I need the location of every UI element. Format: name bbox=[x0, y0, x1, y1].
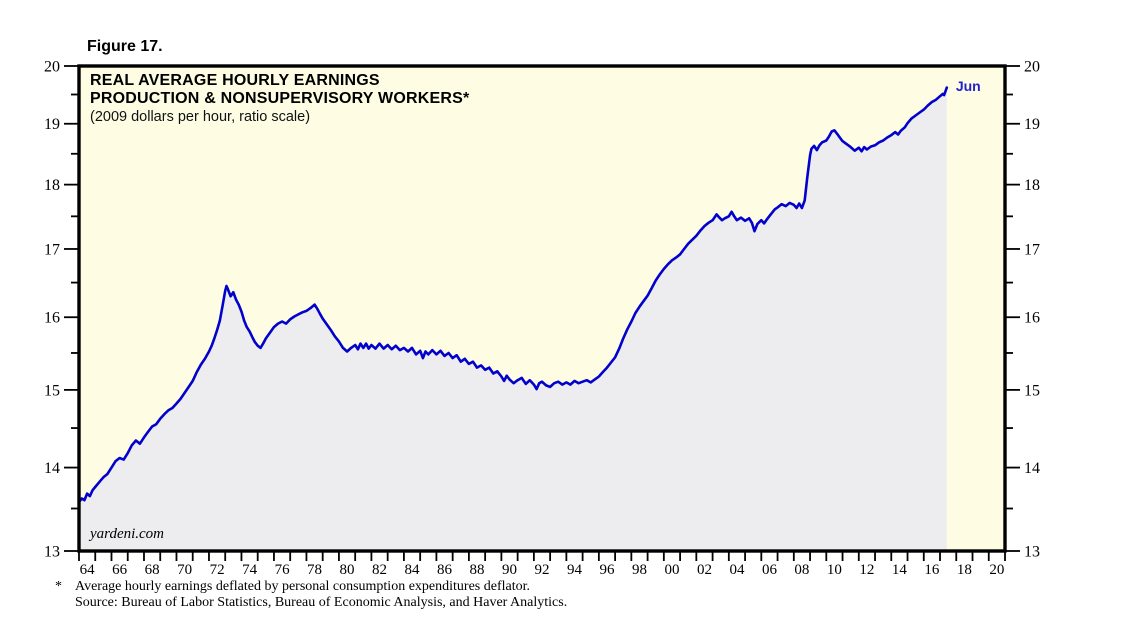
x-axis-label: 94 bbox=[566, 562, 582, 578]
chart-title-block bbox=[90, 72, 469, 126]
y-axis-label-right: 17 bbox=[1024, 241, 1040, 259]
y-axis-label-left: 16 bbox=[44, 309, 60, 327]
footnote-line-2: Source: Bureau of Labor Statistics, Bureau of Economic Analysis, and Haver Analytics. bbox=[75, 595, 568, 610]
x-axis-label: 92 bbox=[534, 562, 550, 578]
x-axis-label: 70 bbox=[177, 562, 193, 578]
x-axis-label: 64 bbox=[79, 562, 95, 578]
footnote bbox=[55, 579, 567, 611]
footnote-line-1: Average hourly earnings deflated by personal consumption expenditures deflator. bbox=[75, 579, 530, 594]
chart-title-line-2: PRODUCTION & NONSUPERVISORY WORKERS* bbox=[90, 90, 470, 107]
x-axis-label: 76 bbox=[274, 562, 290, 578]
x-axis-label: 16 bbox=[924, 562, 940, 578]
y-axis-label-left: 13 bbox=[44, 543, 60, 561]
x-axis-label: 84 bbox=[404, 562, 420, 578]
chart-title-line-1: REAL AVERAGE HOURLY EARNINGS bbox=[90, 72, 380, 89]
y-axis-label-right: 20 bbox=[1024, 58, 1040, 76]
y-axis-label-left: 19 bbox=[44, 116, 60, 134]
x-axis-label: 80 bbox=[339, 562, 355, 578]
x-axis-label: 72 bbox=[209, 562, 225, 578]
x-axis-label: 82 bbox=[372, 562, 388, 578]
x-axis-label: 10 bbox=[826, 562, 842, 578]
chart-subtitle: (2009 dollars per hour, ratio scale) bbox=[90, 109, 311, 125]
x-axis-label: 00 bbox=[664, 562, 680, 578]
x-axis-label: 02 bbox=[696, 562, 712, 578]
y-axis-label-left: 14 bbox=[44, 460, 60, 478]
x-axis-label: 68 bbox=[144, 562, 160, 578]
x-axis-label: 78 bbox=[307, 562, 323, 578]
watermark-yardeni: yardeni.com bbox=[90, 526, 165, 542]
y-axis-label-left: 15 bbox=[44, 382, 60, 400]
footnote-marker: * bbox=[55, 579, 62, 594]
x-axis-label: 14 bbox=[891, 562, 907, 578]
y-axis-label-left: 18 bbox=[44, 177, 60, 195]
x-axis-label: 96 bbox=[599, 562, 615, 578]
x-axis-label: 18 bbox=[956, 562, 972, 578]
x-axis-label: 12 bbox=[859, 562, 875, 578]
x-axis-label: 20 bbox=[989, 562, 1005, 578]
x-axis-label: 04 bbox=[729, 562, 745, 578]
x-axis-label: 08 bbox=[794, 562, 810, 578]
y-axis-label-right: 14 bbox=[1024, 460, 1040, 478]
y-axis-label-right: 13 bbox=[1024, 543, 1040, 561]
y-axis-label-left: 17 bbox=[44, 241, 60, 259]
y-axis-label-right: 18 bbox=[1024, 177, 1040, 195]
y-axis-label-left: 20 bbox=[44, 58, 60, 76]
x-axis-label: 66 bbox=[112, 562, 128, 578]
y-axis-label-right: 16 bbox=[1024, 309, 1040, 327]
figure-label: Figure 17. bbox=[87, 38, 163, 55]
x-axis-label: 90 bbox=[502, 562, 518, 578]
x-axis-label: 74 bbox=[242, 562, 258, 578]
x-axis-label: 98 bbox=[631, 562, 647, 578]
series-end-label: Jun bbox=[955, 77, 981, 94]
x-axis-label: 06 bbox=[761, 562, 777, 578]
x-axis-label: 88 bbox=[469, 562, 485, 578]
y-axis-label-right: 19 bbox=[1024, 116, 1040, 134]
y-axis-label-right: 15 bbox=[1024, 382, 1040, 400]
x-axis-label: 86 bbox=[437, 562, 453, 578]
